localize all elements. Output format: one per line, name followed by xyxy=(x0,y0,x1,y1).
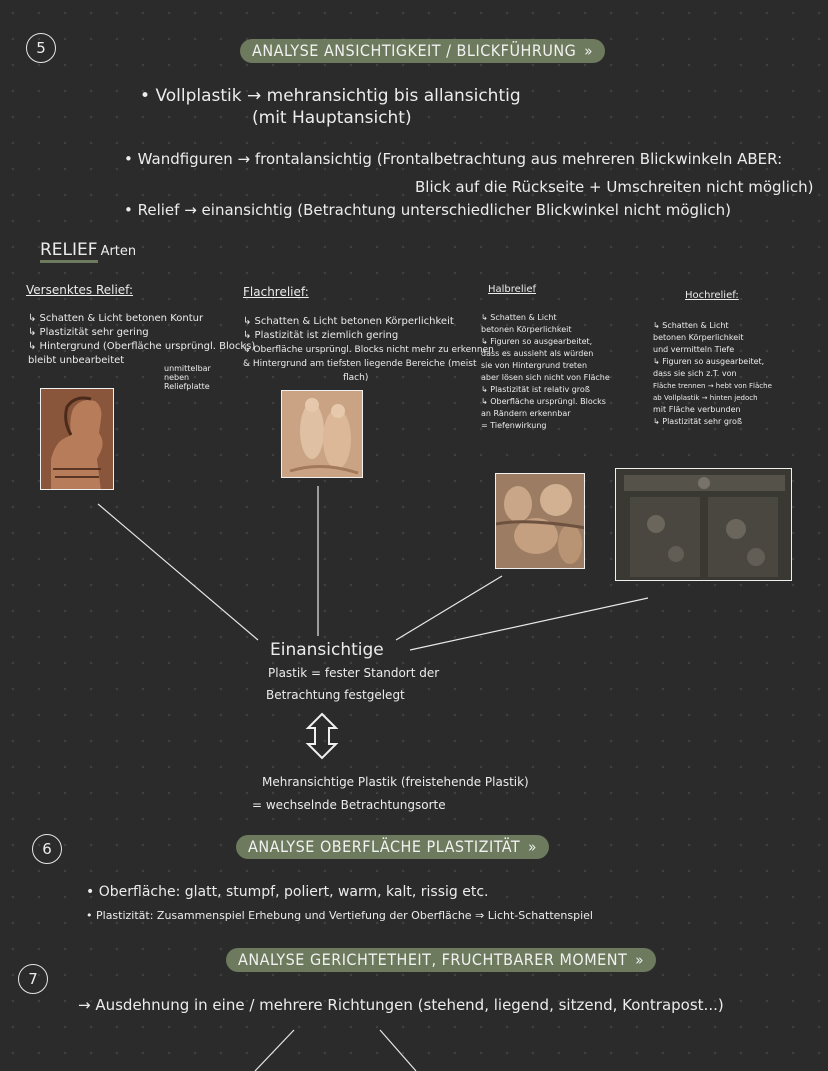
type-title-flachrelief: Flachrelief: xyxy=(243,285,309,299)
list-item: betonen Körperlichkeit xyxy=(653,333,744,342)
section6-heading xyxy=(236,835,549,859)
section6-bullet-plastizitaet: • Plastizität: Zusammenspiel Erhebung und Vertiefung der Oberfläche ⇒ Licht-Schattenspiel xyxy=(86,909,593,922)
bullet-wandfiguren-sub: Blick auf die Rückseite + Umschreiten nicht möglich) xyxy=(415,178,814,196)
list-item: ↳ Oberfläche ursprüngl. Blocks xyxy=(481,397,606,406)
list-item: ↳ Schatten & Licht betonen Kontur xyxy=(28,313,204,324)
list-item: ↳ Schatten & Licht xyxy=(481,313,557,322)
list-item: dass sie sich z.T. von xyxy=(653,369,737,378)
type-title-hochrelief: Hochrelief: xyxy=(685,290,739,301)
list-item: an Rändern erkennbar xyxy=(481,409,571,418)
bullet-relief: • Relief → einansichtig (Betrachtung unterschiedlicher Blickwinkel nicht möglich) xyxy=(124,201,731,219)
list-item: ab Vollplastik → hinten jedoch xyxy=(653,394,758,402)
list-item: ↳ Plastizität sehr gering xyxy=(28,327,149,338)
center-line3: Betrachtung festgelegt xyxy=(266,688,405,702)
section6-heading-text: ANALYSE OBERFLÄCHE PLASTIZITÄT xyxy=(248,837,521,856)
section6-bullet-oberflaeche: • Oberfläche: glatt, stumpf, poliert, warm, kalt, rissig etc. xyxy=(86,884,489,900)
section7-heading xyxy=(226,948,656,972)
list-item: dass es aussieht als würden xyxy=(481,349,594,358)
center-bottom1: Mehransichtige Plastik (freistehende Plastik) xyxy=(262,775,529,789)
section5-heading-text: ANALYSE ANSICHTIGKEIT / BLICKFÜHRUNG xyxy=(252,41,577,60)
double-chevron-icon: » xyxy=(584,42,594,60)
bullet-vollplastik-sub: (mit Hauptansicht) xyxy=(252,108,412,128)
list-item: = Tiefenwirkung xyxy=(481,421,547,430)
section-number-6: 6 xyxy=(32,834,62,864)
section-number-7: 7 xyxy=(18,964,48,994)
list-item: flach) xyxy=(343,373,369,383)
list-item: sie von Hintergrund treten xyxy=(481,361,588,370)
list-item: ↳ Plastizität ist ziemlich gering xyxy=(243,330,399,341)
double-chevron-icon: » xyxy=(635,951,645,969)
list-item: ↳ Schatten & Licht xyxy=(653,321,729,330)
type-note-versenkt: unmittelbar neben Reliefplatte xyxy=(164,364,211,391)
list-item: bleibt unbearbeitet xyxy=(28,355,125,366)
list-item: betonen Körperlichkeit xyxy=(481,325,572,334)
type-title-halbrelief: Halbrelief xyxy=(488,284,537,295)
list-item: ↳ Plastizität ist relativ groß xyxy=(481,385,590,394)
relief-heading: RELIEF Arten xyxy=(40,240,136,260)
list-item: ↳ Figuren so ausgearbeitet, xyxy=(481,337,593,346)
list-item: ↳ Oberfläche ursprüngl. Blocks nicht mehr zu erkennen xyxy=(243,345,494,355)
list-item: ↳ Hintergrund (Oberfläche ursprüngl. Blocks) xyxy=(28,341,256,352)
list-item: ↳ Figuren so ausgearbeitet, xyxy=(653,357,765,366)
section-number-5: 5 xyxy=(26,33,56,63)
double-chevron-icon: » xyxy=(528,838,537,856)
section7-heading-text: ANALYSE GERICHTETHEIT, FRUCHTBARER MOMENT xyxy=(238,950,628,969)
type-title-versenkt: Versenktes Relief: xyxy=(26,283,134,297)
center-line2: Plastik = fester Standort der xyxy=(268,666,440,680)
bullet-vollplastik: • Vollplastik → mehransichtig bis allansichtig xyxy=(140,86,521,106)
section7-line-ausdehnung: → Ausdehnung in eine / mehrere Richtungen (stehend, liegend, sitzend, Kontrapost...) xyxy=(78,996,724,1014)
list-item: aber lösen sich nicht von Fläche xyxy=(481,373,610,382)
center-title: Einansichtige xyxy=(270,640,384,660)
list-item: Fläche trennen → hebt von Fläche xyxy=(653,382,772,390)
center-bottom2: = wechselnde Betrachtungsorte xyxy=(252,798,446,812)
list-item: & Hintergrund am tiefsten liegende Bereiche (meist xyxy=(243,359,477,369)
list-item: ↳ Schatten & Licht betonen Körperlichkeit xyxy=(243,316,454,327)
list-item: und vermitteln Tiefe xyxy=(653,345,735,354)
list-item: ↳ Plastizität sehr groß xyxy=(653,417,742,426)
bullet-wandfiguren: • Wandfiguren → frontalansichtig (Frontalbetrachtung aus mehreren Blickwinkeln ABER: xyxy=(124,150,783,168)
list-item: mit Fläche verbunden xyxy=(653,405,741,414)
